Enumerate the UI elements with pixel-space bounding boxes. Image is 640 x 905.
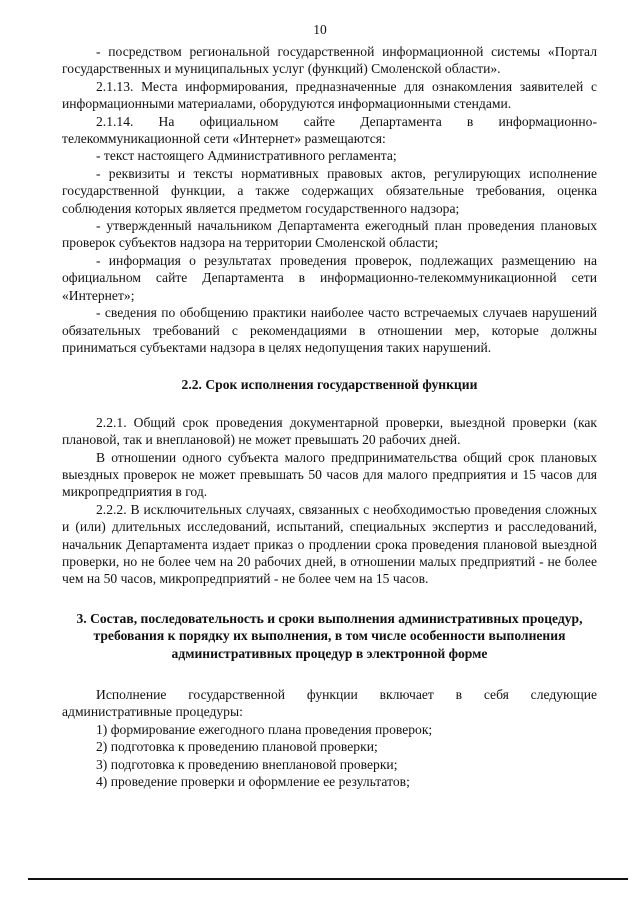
document-body xyxy=(62,43,597,790)
list-item: 2) подготовка к проведению плановой проверки; xyxy=(96,739,378,755)
section-heading-2-2: 2.2. Срок исполнения государственной функции xyxy=(181,377,478,393)
paragraph: - текст настоящего Административного регламента; xyxy=(96,148,397,164)
paragraph: 2.2.1. Общий срок проведения документарной проверки, выездной проверки (как плановой, так и внеплановой) не может превышать 20 рабочих дней. xyxy=(62,414,597,448)
paragraph: - посредством региональной государственной информационной системы «Портал государственных и муниципальных услуг (функций) Смоленской области». xyxy=(62,44,597,77)
list-item: 1) формирование ежегодного плана проведения проверок; xyxy=(96,721,433,737)
paragraph: - информация о результатах проведения проверок, подлежащих размещению на официальном сайте Департамента в информационно-телекоммуникационной сети «Интернет»; xyxy=(62,252,597,303)
paragraph: - реквизиты и тексты нормативных правовых актов, регулирующих исполнение государственной функции, а также содержащих обязательные требования, оценка соблюдения которых является предметом государственного надзора; xyxy=(62,165,597,216)
page-number: 10 xyxy=(313,22,327,37)
list-item: 3) подготовка к проведению внеплановой проверки; xyxy=(96,756,398,772)
paragraph: 2.1.13. Места информирования, предназначенные для ознакомления заявителей с информационными материалами, оборудуются информационными стендами. xyxy=(62,78,597,112)
paragraph: Исполнение государственной функции включает в себя следующие административные процедуры: xyxy=(62,687,597,720)
paragraph: - утвержденный начальником Департамента ежегодный план проведения плановых проверок субъектов надзора на территории Смоленской области; xyxy=(62,218,597,251)
section-heading-3: 3. Состав, последовательность и сроки выполнения административных процедур, требования к порядку их выполнения, в том числе особенности выполнения административных процедур в электронной форме xyxy=(76,610,583,661)
list-item: 4) проведение проверки и оформление ее результатов; xyxy=(96,774,410,790)
paragraph: 2.1.14. На официальном сайте Департамента в информационно-телекоммуникационной сети «Интернет» размещаются: xyxy=(62,113,597,147)
bottom-rule xyxy=(28,878,628,880)
paragraph: В отношении одного субъекта малого предпринимательства общий срок плановых выездных проверок не может превышать 50 часов для малого предприятия и 15 часов для микропредприятия в год. xyxy=(62,449,597,500)
paragraph: 2.2.2. В исключительных случаях, связанных с необходимостью проведения сложных и (или) длительных исследований, испытаний, специальных экспертиз и расследований, начальник Департамента издает приказ о продлении срока проведения плановой выездной проверки, но не более чем на 20 рабочих дней, в отношении малых предприятий - не более чем на 50 часов, микропредприятий - не более чем на 15 часов. xyxy=(62,501,597,587)
paragraph: - сведения по обобщению практики наиболее часто встречаемых случаев нарушений обязательных требований с рекомендациями в отношении мер, которые должны приниматься субъектами надзора в целях недопущения таких нарушений. xyxy=(62,305,597,355)
